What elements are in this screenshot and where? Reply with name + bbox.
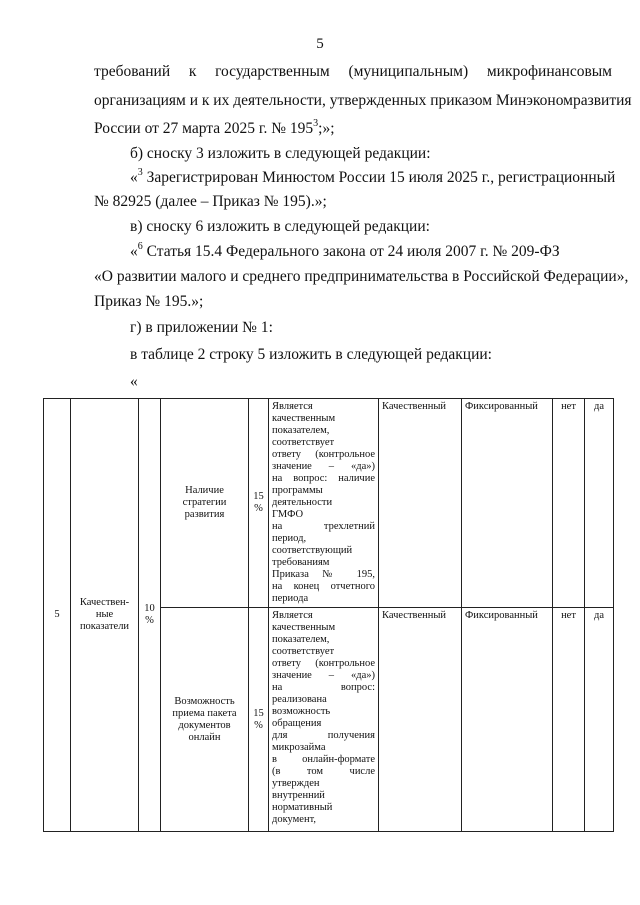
description-line: нормативный (272, 802, 333, 813)
text: Статья 15.4 Федерального закона от 24 июля 2007 г. № 209-ФЗ (146, 243, 560, 260)
word: (муниципальным) (348, 63, 469, 80)
paragraph-7: в таблице 2 строку 5 изложить в следующей редакции: (130, 346, 492, 363)
paragraph-6: г) в приложении № 1: (130, 319, 273, 336)
description-line: возможность (272, 706, 331, 717)
description-line: требованиям (272, 557, 330, 568)
footnote-mark: 6 (137, 240, 143, 252)
page-number: 5 (316, 36, 324, 52)
type-cell: Качественный (379, 399, 462, 608)
type-cell: Качественный (379, 608, 462, 832)
group-name-cell: Качествен-ные показатели (71, 399, 139, 832)
description-line: качественным (272, 413, 336, 424)
description-line: период, (272, 533, 307, 544)
description-line: качественным (272, 622, 336, 633)
yes-cell: да (585, 608, 614, 832)
description-line: Является (272, 610, 313, 621)
word: к (188, 63, 197, 80)
description-line: соответствует (272, 646, 335, 657)
group-weight-cell: 10 % (139, 399, 161, 832)
description-line: в онлайн-формате (272, 754, 375, 765)
description-line: Является (272, 401, 313, 412)
description-line: на вопрос: наличие (272, 473, 375, 484)
description-line: на вопрос: (272, 682, 375, 693)
footnote-mark: 3 (313, 117, 319, 129)
paragraph-5-line-1 (130, 242, 560, 262)
text: « (130, 243, 138, 260)
description-line: утвержден (272, 778, 320, 789)
description-line: ГМФО (272, 509, 304, 520)
paragraph-5-line-3: Приказ № 195.»; (94, 293, 204, 310)
footnote-mark: 3 (137, 166, 143, 178)
description-line: ответу (контрольное (272, 658, 375, 669)
description-line: Приказа № 195, (272, 569, 375, 580)
description-line: документ, (272, 814, 317, 825)
description-line: для получения (272, 730, 375, 741)
yes-cell: да (585, 399, 614, 608)
indicator-cell: Наличие стратегии развития (161, 399, 249, 608)
paragraph-3-line-2: № 82925 (далее – Приказ № 195).»; (94, 193, 327, 210)
description-line: внутренний (272, 790, 325, 801)
paragraph-1-line-1 (94, 62, 612, 82)
description-line: показателем, (272, 634, 330, 645)
text: ;»; (318, 120, 335, 137)
description-line: значение – «да») (272, 670, 375, 681)
text: « (130, 169, 138, 186)
table-row (44, 399, 614, 608)
text: России от 27 марта 2025 г. № 195 (94, 120, 314, 137)
description-cell (269, 608, 379, 832)
word: микрофинансовым (486, 63, 612, 80)
description-line: показателем, (272, 425, 330, 436)
description-line: программы (272, 485, 323, 496)
weight-cell: 15 % (249, 399, 269, 608)
description-cell (269, 399, 379, 608)
no-cell: нет (553, 608, 585, 832)
paragraph-5-line-2: «О развитии малого и среднего предпринимательства в Российской Федерации», (94, 268, 629, 285)
description-line: деятельности (272, 497, 333, 508)
word: требований (94, 63, 171, 80)
value-type-cell: Фиксированный (462, 608, 553, 832)
description-line: ответу (контрольное (272, 449, 375, 460)
description-line: на конец отчетного (272, 581, 375, 592)
description-line: на трехлетний (272, 521, 375, 532)
row-number-cell: 5 (44, 399, 71, 832)
word: государственным (215, 63, 330, 80)
description-line: (в том числе (272, 766, 375, 777)
paragraph-4: в) сноску 6 изложить в следующей редакции: (130, 218, 430, 235)
description-line: обращения (272, 718, 322, 729)
weight-cell: 15 % (249, 608, 269, 832)
description-line: микрозайма (272, 742, 326, 753)
paragraph-2: б) сноску 3 изложить в следующей редакции: (130, 145, 431, 162)
description-line: соответствует (272, 437, 335, 448)
paragraph-8: « (130, 373, 138, 390)
paragraph-1-line-2: организациям и к их деятельности, утвержденных приказом Минэкономразвития (94, 92, 632, 109)
paragraph-1-line-3 (94, 119, 335, 139)
description-line: периода (272, 593, 309, 604)
description-line: соответствующий (272, 545, 353, 556)
indicators-table (43, 398, 614, 832)
indicator-cell: Возможность приема пакета документов онлайн (161, 608, 249, 832)
description-line: реализована (272, 694, 327, 705)
value-type-cell: Фиксированный (462, 399, 553, 608)
text: Зарегистрирован Минюстом России 15 июля 2025 г., регистрационный (146, 169, 616, 186)
description-line: значение – «да») (272, 461, 375, 472)
paragraph-3-line-1 (130, 168, 615, 188)
no-cell: нет (553, 399, 585, 608)
